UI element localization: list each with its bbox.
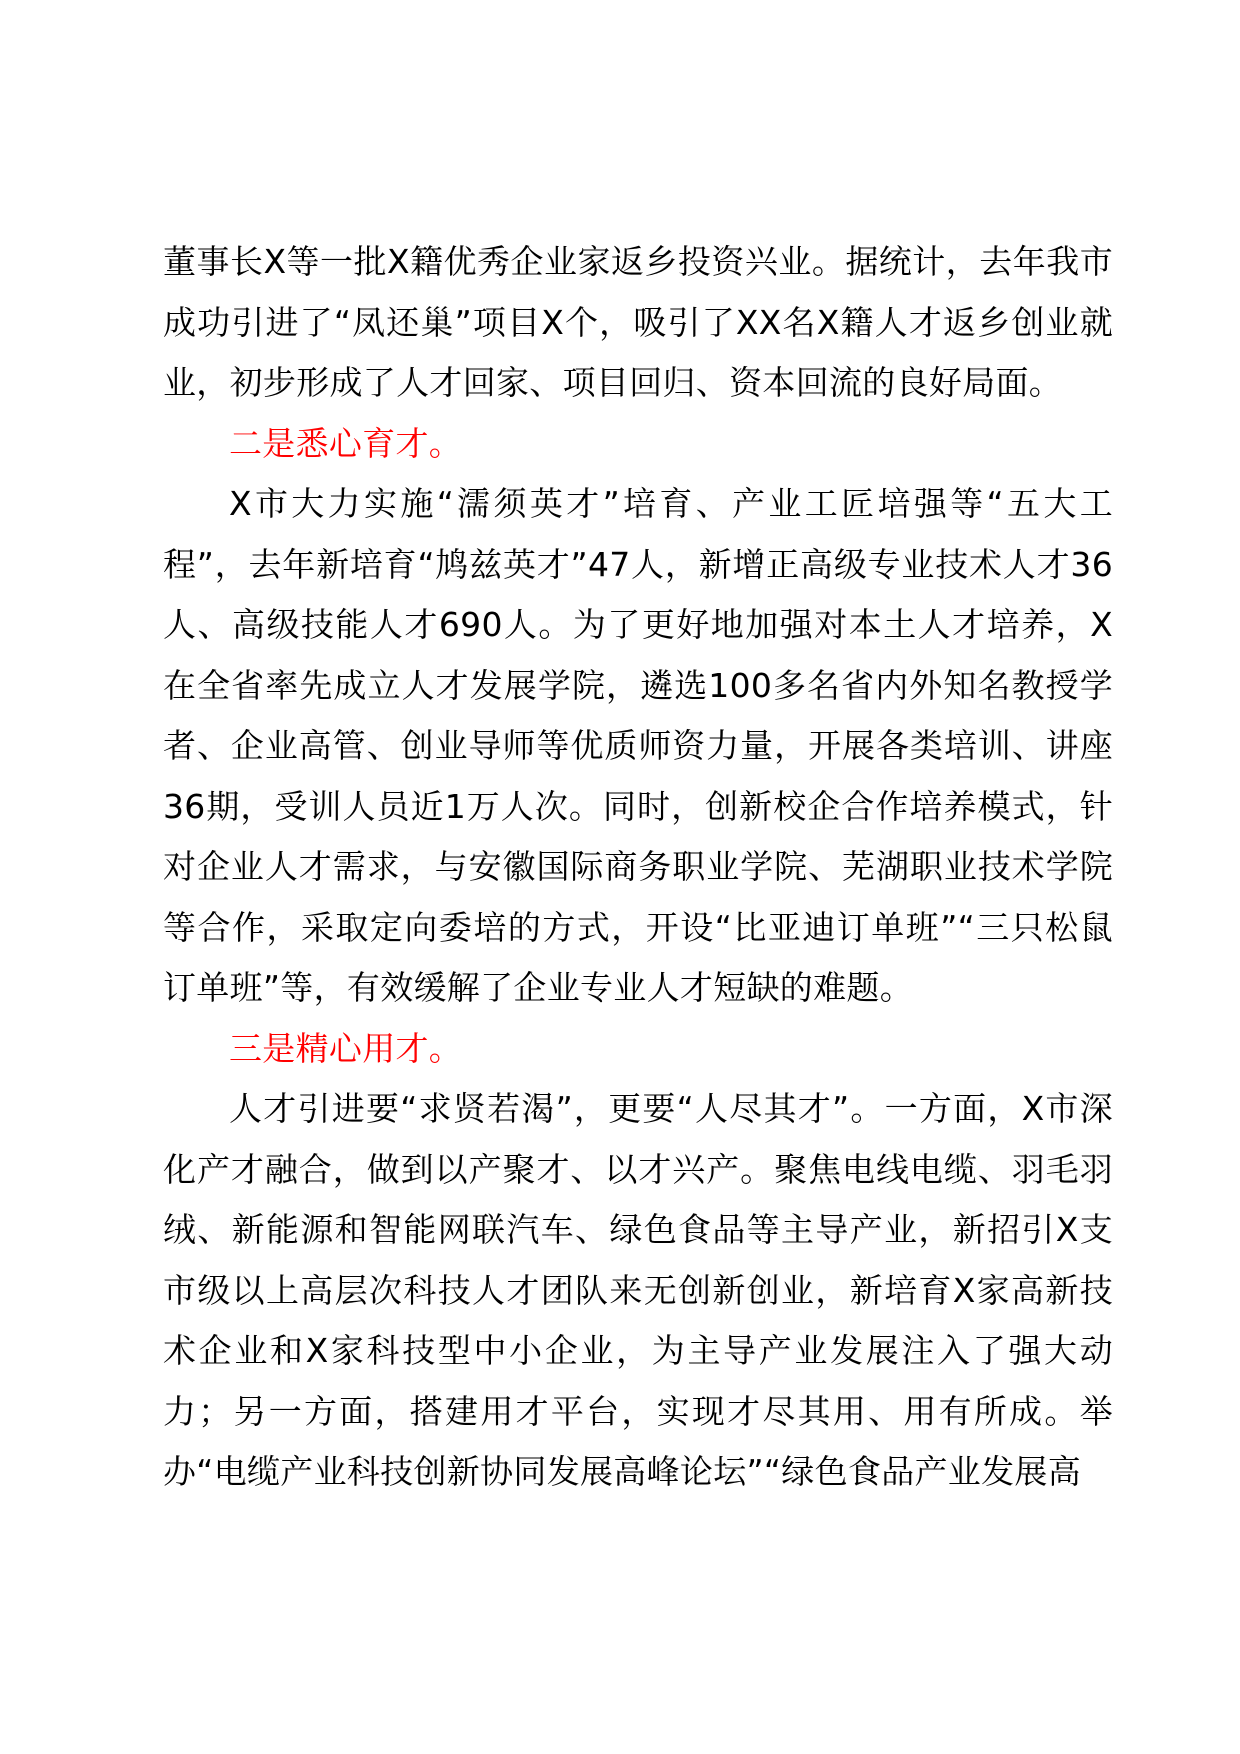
paragraph-3: 人才引进要“求贤若渴”，更要“人尽其才”。一方面，X市深化产才融合，做到以产聚才、以才兴产。聚焦电线电缆、羽毛羽绒、新能源和智能网联汽车、绿色食品等主导产业，新招引X支市级以上高层次科技人才团队来无创新创业，新培育X家高新技术企业和X家科技型中小企业，为主导产业发展注入了强大动力；另一方面，搭建用才平台，实现才尽其用、用有所成。举办“电缆产业科技创新协同发展高峰论坛”“绿色食品产业发展高 [163, 1089, 1113, 1491]
section-heading-2: 二是悉心育才。 [229, 423, 463, 463]
paragraph-continued: 董事长X等一批X籍优秀企业家返乡投资兴业。据统计，去年我市成功引进了“凤还巢”项目X个，吸引了XX名X籍人才返乡创业就业，初步形成了人才回家、项目回归、资本回流的良好局面。 [163, 242, 1113, 402]
document-body [163, 232, 1113, 1503]
paragraph-2: X市大力实施“濡须英才”培育、产业工匠培强等“五大工程”，去年新培育“鸠兹英才”47人，新增正高级专业技术人才36人、高级技能人才690人。为了更好地加强对本土人才培养，X在全省率先成立人才发展学院，遴选100多名省内外知名教授学者、企业高管、创业导师等优质师资力量，开展各类培训、讲座36期，受训人员近1万人次。同时，创新校企合作培养模式，针对企业人才需求，与安徽国际商务职业学院、芜湖职业技术学院等合作，采取定向委培的方式，开设“比亚迪订单班”“三只松鼠订单班”等，有效缓解了企业专业人才短缺的难题。 [163, 484, 1113, 1007]
section-heading-3: 三是精心用才。 [229, 1028, 463, 1068]
